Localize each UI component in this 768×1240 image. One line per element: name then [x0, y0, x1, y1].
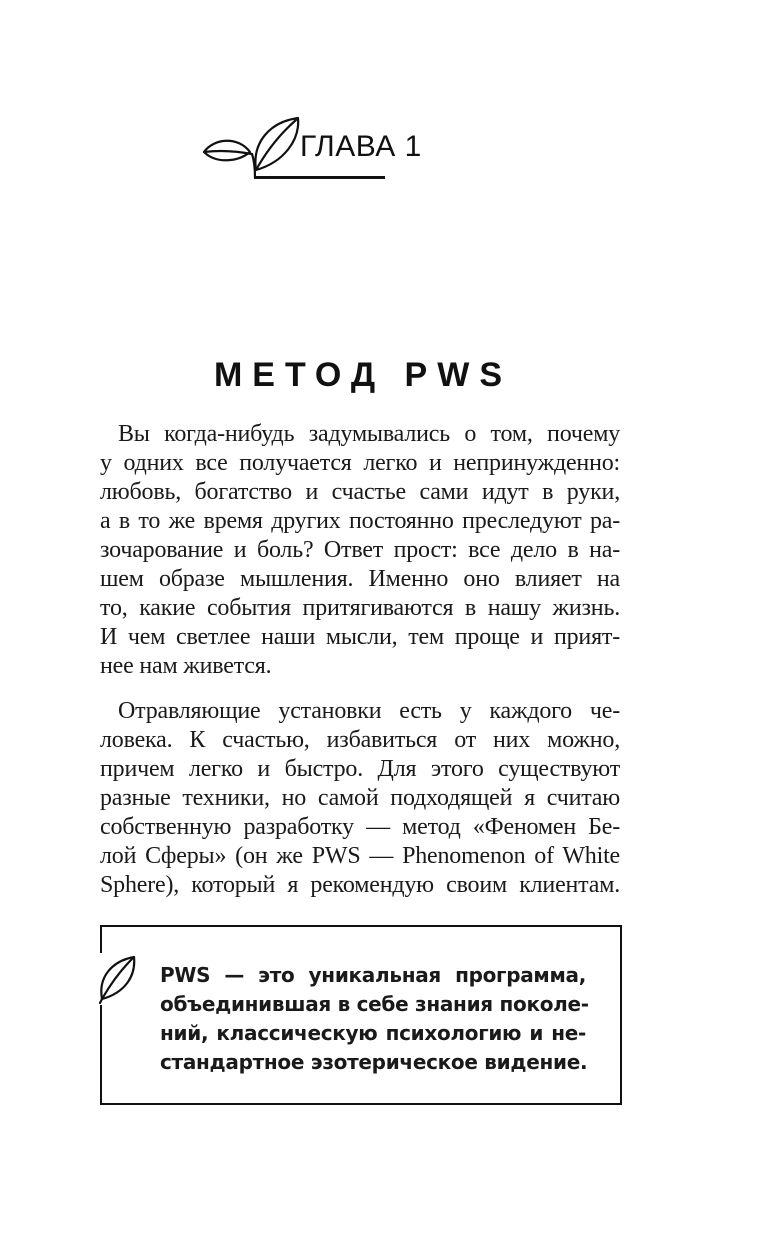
text-line: лой Сферы» (он же PWS — Phenomenon of White: [100, 843, 620, 869]
text-line: Отравляющие установки есть у каждого че-: [118, 698, 620, 724]
text-line: у одних все получается легко и непринужденно:: [100, 450, 620, 476]
callout-box: [100, 925, 622, 1105]
callout-line: объединившая в себе знания поколе-: [160, 992, 589, 1016]
page-title: МЕТОД PWS: [213, 356, 513, 394]
callout-leaf-icon: [96, 953, 142, 1005]
chapter-label: ГЛАВА 1: [300, 130, 422, 163]
text-line: а в то же время других постоянно преследуют ра-: [100, 508, 620, 534]
paragraph-1: [100, 420, 620, 681]
text-line: причем легко и быстро. Для этого существуют: [100, 756, 620, 782]
text-line: Sphere), который я рекомендую своим клиентам.: [100, 872, 620, 898]
text-line: Вы когда-нибудь задумывались о том, почему: [118, 421, 620, 447]
callout-line: стандартное эзотерическое видение.: [160, 1050, 588, 1074]
text-line: зочарование и боль? Ответ прост: все дело в на-: [100, 537, 620, 563]
text-line: шем образе мышления. Именно оно влияет на: [100, 566, 620, 592]
callout-line: PWS — это уникальная программа,: [160, 963, 586, 987]
text-line: собственную разработку — метод «Феномен Бе-: [100, 814, 620, 840]
paragraph-2: [100, 697, 620, 900]
text-line: И чем светлее наши мысли, тем проще и прият-: [100, 624, 620, 650]
callout-line: ний, классическую психологию и не-: [160, 1021, 586, 1045]
chapter-header: [200, 112, 440, 184]
leaf-ornament-icon: [200, 112, 310, 184]
text-line: то, какие события притягиваются в нашу жизнь.: [100, 595, 620, 621]
paragraph-gap: [100, 681, 620, 697]
chapter-underline: [254, 176, 385, 179]
text-line: ловека. К счастью, избавиться от них можно,: [100, 727, 620, 753]
body-text: [100, 420, 620, 900]
text-line: разные техники, но самой подходящей я считаю: [100, 785, 620, 811]
text-line: нее нам живется.: [100, 653, 272, 679]
callout-text: [160, 961, 589, 1077]
text-line: любовь, богатство и счастье сами идут в руки,: [100, 479, 620, 505]
